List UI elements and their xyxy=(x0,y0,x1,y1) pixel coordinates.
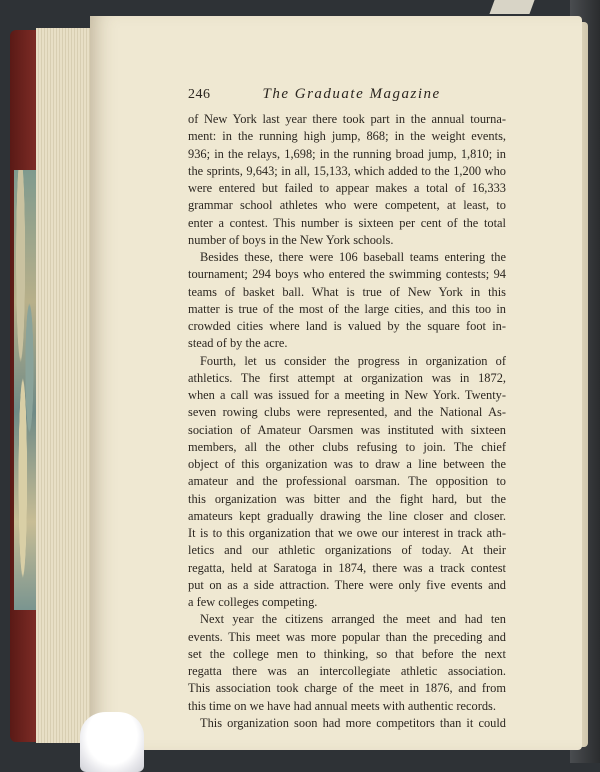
text-line: teams of basket ball. What is true of New York in this xyxy=(188,284,506,299)
paragraph xyxy=(188,249,506,353)
text-line: This association took charge of the meet in 1876, and from xyxy=(188,681,506,696)
text-line: when a call was issued for a meeting in New York. Twenty- xyxy=(188,388,506,402)
page-header xyxy=(188,86,506,106)
text-line: set the college men to thinking, so that before the next xyxy=(188,646,506,661)
body-text xyxy=(188,111,506,732)
text-line: matter is true of the most of the large cities, and this too in xyxy=(188,301,506,316)
text-line: 936; in the relays, 1,698; in the running broad jump, 1,810; in xyxy=(188,146,506,161)
text-line: ment: in the running high jump, 868; in the weight events, xyxy=(188,129,506,144)
page-stack-edge xyxy=(36,28,96,743)
running-title: The Graduate Magazine xyxy=(262,86,441,102)
text-line: stead of by the acre. xyxy=(188,336,288,351)
paper-tab xyxy=(489,0,534,14)
text-line: a few colleges competing. xyxy=(188,595,318,609)
text-line: This organization soon had more competitors than it could xyxy=(200,715,506,730)
text-line: object of this organization was to draw a line between the xyxy=(188,457,506,471)
text-line: Fourth, let us consider the progress in organization of xyxy=(200,353,506,368)
text-line: athletics. The first attempt at organization was in 1872, xyxy=(188,370,506,385)
text-line: this organization was bitter and the fight hard, but the xyxy=(188,491,506,506)
text-line: enter a contest. This number is sixteen per cent of the total xyxy=(188,215,506,230)
text-line: crowded cities where land is valued by the square foot in- xyxy=(188,319,506,333)
paragraph xyxy=(188,611,506,715)
paragraph xyxy=(188,715,506,732)
text-line: Next year the citizens arranged the meet and had ten xyxy=(200,612,506,627)
text-line: this time on we have had annual meets with authentic records. xyxy=(188,698,496,713)
text-line: members, all the other clubs refusing to join. The chief xyxy=(188,439,506,454)
marbled-endpaper xyxy=(14,170,36,610)
text-line: regatta, held at Saratoga in 1874, there was a track contest xyxy=(188,560,506,575)
text-line: tournament; 294 boys who entered the swimming contests; 94 xyxy=(188,267,506,282)
text-line: seven rowing clubs were represented, and the National As- xyxy=(188,405,506,420)
text-line: regatta there was an intercollegiate athletic association. xyxy=(188,664,506,678)
text-line: grammar school athletes who were competent, at least, to xyxy=(188,198,506,213)
text-line: of New York last year there took part in the annual tourna- xyxy=(188,112,506,126)
text-line: the sprints, 9,643; in all, 15,133, which added to the 1,200 who xyxy=(188,163,506,178)
text-line: It is to this organization that we owe our interest in track ath- xyxy=(188,526,506,540)
text-line: were entered but failed to appear makes a total of 16,333 xyxy=(188,181,506,195)
white-glove xyxy=(80,712,144,772)
text-line: events. This meet was more popular than the preceding and xyxy=(188,629,506,644)
paragraph xyxy=(188,111,506,249)
page-number: 246 xyxy=(188,87,211,102)
text-line: sociation of Amateur Oarsmen was instituted with sixteen xyxy=(188,422,506,437)
text-line: amateur and the professional oarsman. The opposition to xyxy=(188,474,506,489)
text-line: put on as a side attraction. There were only five events and xyxy=(188,577,506,592)
text-line: Besides these, there were 106 baseball teams entering the xyxy=(200,250,506,264)
text-line: number of boys in the New York schools. xyxy=(188,232,394,247)
paragraph xyxy=(188,353,506,612)
text-line: letics and our athletic organizations of today. At their xyxy=(188,543,506,558)
text-line: amateurs kept gradually drawing the line closer and closer. xyxy=(188,508,506,523)
